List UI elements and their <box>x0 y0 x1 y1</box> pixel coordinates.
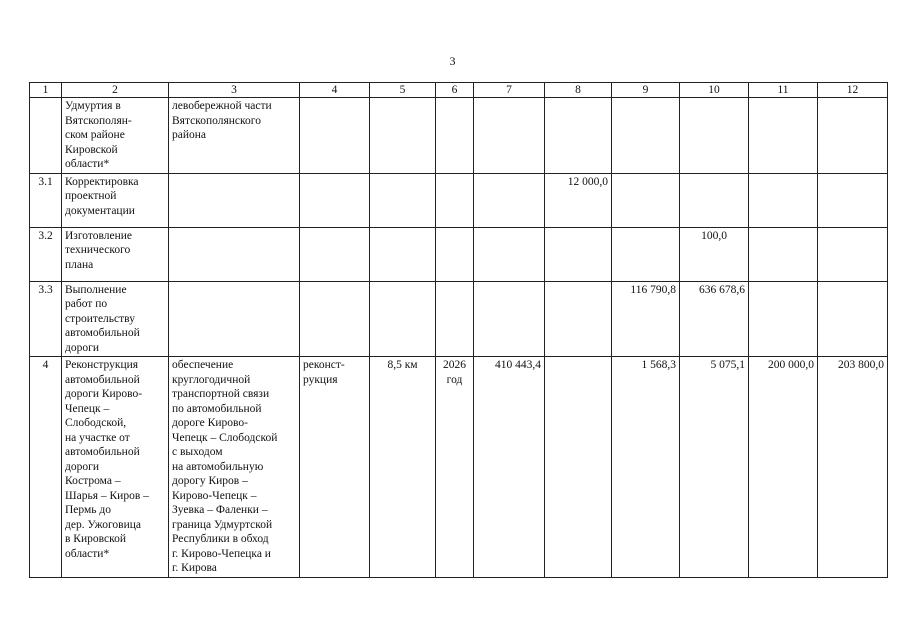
table-cell: Корректировка проектной документации <box>62 173 169 227</box>
table-cell <box>300 173 370 227</box>
table-cell <box>370 281 436 357</box>
table-cell <box>545 98 612 174</box>
table-cell <box>818 173 888 227</box>
table-cell <box>612 173 680 227</box>
table-cell: 3.2 <box>30 227 62 281</box>
table-cell: 8,5 км <box>370 357 436 578</box>
table-row <box>30 98 888 174</box>
table-cell <box>370 173 436 227</box>
table-row <box>30 173 888 227</box>
table-cell: Выполнение работ по строительству автомобильной дороги <box>62 281 169 357</box>
table-cell <box>370 98 436 174</box>
column-header: 11 <box>749 83 818 98</box>
table-cell <box>436 173 474 227</box>
table-cell <box>749 281 818 357</box>
column-header: 5 <box>370 83 436 98</box>
table-cell <box>474 98 545 174</box>
table-cell: Удмуртия в Вятскополян- ском районе Кировской области* <box>62 98 169 174</box>
table-cell: 410 443,4 <box>474 357 545 578</box>
table-cell: 2026 год <box>436 357 474 578</box>
table-cell <box>436 281 474 357</box>
table-cell: реконст- рукция <box>300 357 370 578</box>
column-header: 3 <box>169 83 300 98</box>
table-row <box>30 227 888 281</box>
table-cell <box>300 98 370 174</box>
table-cell <box>612 227 680 281</box>
table-cell: левобережной части Вятскополянского района <box>169 98 300 174</box>
column-header: 2 <box>62 83 169 98</box>
table-cell <box>474 281 545 357</box>
table-cell: 636 678,6 <box>680 281 749 357</box>
table-cell: 3.1 <box>30 173 62 227</box>
column-header: 1 <box>30 83 62 98</box>
table-cell: 116 790,8 <box>612 281 680 357</box>
table-cell <box>370 227 436 281</box>
column-header: 7 <box>474 83 545 98</box>
table-cell <box>169 227 300 281</box>
column-header: 4 <box>300 83 370 98</box>
header-row <box>30 83 888 98</box>
table-cell: Изготовление технического плана <box>62 227 169 281</box>
table-cell: Реконструкция автомобильной дороги Кирово- Чепецк – Слободской, на участке от автомобильной дороги Кострома – Шарья – Киров – Пермь до дер. Ужоговица в Кировской области* <box>62 357 169 578</box>
table-cell <box>300 281 370 357</box>
table-cell: обеспечение круглогодичной транспортной связи по автомобильной дороге Кирово- Чепецк – Слободской с выходом на автомобильную дорогу Киров – Кирово-Чепецк – Зуевка – Фаленки – граница Удмуртской Республики в обход г. Кирово-Чепецка и г. Кирова <box>169 357 300 578</box>
table-cell <box>436 227 474 281</box>
table-cell: 100,0 <box>680 227 749 281</box>
table-cell <box>545 227 612 281</box>
table-cell <box>436 98 474 174</box>
table-cell <box>818 281 888 357</box>
table-cell: 5 075,1 <box>680 357 749 578</box>
table-cell: 200 000,0 <box>749 357 818 578</box>
table-cell <box>474 227 545 281</box>
column-header: 12 <box>818 83 888 98</box>
table-cell <box>545 281 612 357</box>
table-cell <box>169 173 300 227</box>
table-cell: 3.3 <box>30 281 62 357</box>
table-cell <box>749 227 818 281</box>
table-cell <box>818 227 888 281</box>
table-cell <box>818 98 888 174</box>
table-cell <box>300 227 370 281</box>
column-header: 8 <box>545 83 612 98</box>
table-cell <box>612 98 680 174</box>
table-cell: 1 568,3 <box>612 357 680 578</box>
table-cell <box>680 173 749 227</box>
table-cell <box>474 173 545 227</box>
table-row <box>30 281 888 357</box>
column-header: 9 <box>612 83 680 98</box>
table-cell: 203 800,0 <box>818 357 888 578</box>
page-number: 3 <box>449 54 456 68</box>
table-cell <box>749 98 818 174</box>
table-cell <box>545 357 612 578</box>
table-cell <box>30 98 62 174</box>
column-header: 10 <box>680 83 749 98</box>
column-header: 6 <box>436 83 474 98</box>
table-cell: 4 <box>30 357 62 578</box>
table-cell <box>749 173 818 227</box>
table-cell <box>680 98 749 174</box>
table-row <box>30 357 888 578</box>
table-cell <box>169 281 300 357</box>
table-cell: 12 000,0 <box>545 173 612 227</box>
data-table <box>29 82 888 578</box>
